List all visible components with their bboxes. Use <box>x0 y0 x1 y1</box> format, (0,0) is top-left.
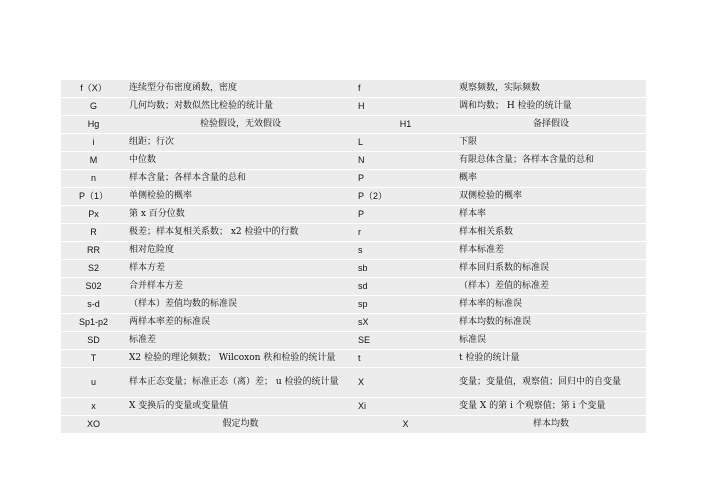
symbol-cell: f（X） <box>61 80 126 97</box>
symbol-cell: sb <box>355 260 456 277</box>
symbol-cell: P <box>355 170 456 187</box>
description-cell: 概率 <box>456 170 646 187</box>
table-row <box>61 116 646 133</box>
description-cell: X 变换后的变量或变量值 <box>126 398 355 415</box>
symbol-cell: X <box>355 416 456 433</box>
description-cell: 样本方差 <box>126 260 355 277</box>
description-cell: 第 x 百分位数 <box>126 206 355 223</box>
symbol-cell: N <box>355 152 456 169</box>
table-row <box>61 278 646 295</box>
symbol-cell: s-d <box>61 296 126 313</box>
description-cell: 样本率 <box>456 206 646 223</box>
symbol-cell: G <box>61 98 126 115</box>
table-row <box>61 170 646 187</box>
description-cell: 观察频数，实际频数 <box>456 80 646 97</box>
description-cell: 两样本率差的标准误 <box>126 314 355 331</box>
table-row <box>61 188 646 205</box>
symbol-cell: sp <box>355 296 456 313</box>
table-row <box>61 224 646 241</box>
symbol-cell: H <box>355 98 456 115</box>
symbol-cell: t <box>355 350 456 367</box>
description-cell: 样本均数 <box>456 416 646 433</box>
description-cell: 变量 X 的第 i 个观察值；第 i 个变量 <box>456 398 646 415</box>
description-cell: 组距；行次 <box>126 134 355 151</box>
description-cell: 有限总体含量；各样本含量的总和 <box>456 152 646 169</box>
description-cell: 极差；样本复相关系数； x2 检验中的行数 <box>126 224 355 241</box>
table-row <box>61 80 646 97</box>
description-cell: t 检验的统计量 <box>456 350 646 367</box>
table-row <box>61 134 646 151</box>
description-cell: 备择假设 <box>456 116 646 133</box>
description-cell: 样本标准差 <box>456 242 646 259</box>
description-cell: 单侧检验的概率 <box>126 188 355 205</box>
table-row <box>61 206 646 223</box>
description-cell: 中位数 <box>126 152 355 169</box>
table-row <box>61 152 646 169</box>
symbol-cell: sd <box>355 278 456 295</box>
description-cell: 样本相关系数 <box>456 224 646 241</box>
symbol-cell: L <box>355 134 456 151</box>
symbol-cell: S02 <box>61 278 126 295</box>
description-cell: 合并样本方差 <box>126 278 355 295</box>
symbol-cell: XO <box>61 416 126 433</box>
symbol-cell: P（1） <box>61 188 126 205</box>
symbol-cell: Hg <box>61 116 126 133</box>
description-cell: 样本率的标准误 <box>456 296 646 313</box>
table-row <box>61 332 646 349</box>
symbol-cell: u <box>61 368 126 397</box>
symbol-cell: Px <box>61 206 126 223</box>
description-cell: （样本）差值的标准差 <box>456 278 646 295</box>
symbol-cell: RR <box>61 242 126 259</box>
symbol-cell: P（2） <box>355 188 456 205</box>
description-cell: （样本）差值均数的标准误 <box>126 296 355 313</box>
description-cell: 变量；变量值，观察值；回归中的自变量 <box>456 368 646 397</box>
symbol-table-body <box>61 80 646 433</box>
table-row <box>61 350 646 367</box>
description-cell: 几何均数；对数似然比检验的统计量 <box>126 98 355 115</box>
description-cell: 样本均数的标准误 <box>456 314 646 331</box>
table-row <box>61 398 646 415</box>
description-cell: 下限 <box>456 134 646 151</box>
symbol-cell: R <box>61 224 126 241</box>
description-cell: 标准误 <box>456 332 646 349</box>
description-cell: 双侧检验的概率 <box>456 188 646 205</box>
symbol-cell: P <box>355 206 456 223</box>
symbol-cell: SE <box>355 332 456 349</box>
description-cell: 假定均数 <box>126 416 355 433</box>
table-row <box>61 296 646 313</box>
symbol-cell: S2 <box>61 260 126 277</box>
table-row <box>61 314 646 331</box>
symbol-cell: r <box>355 224 456 241</box>
table-row <box>61 260 646 277</box>
description-cell: 调和均数； H 检验的统计量 <box>456 98 646 115</box>
symbol-table <box>61 79 646 434</box>
description-cell: 样本含量；各样本含量的总和 <box>126 170 355 187</box>
symbol-cell: i <box>61 134 126 151</box>
symbol-cell: T <box>61 350 126 367</box>
description-cell: 样本正态变量；标准正态（离）差； u 检验的统计量 <box>126 368 355 397</box>
table-row <box>61 242 646 259</box>
description-cell: 检验假设，无效假设 <box>126 116 355 133</box>
symbol-cell: H1 <box>355 116 456 133</box>
symbol-cell: Sp1-p2 <box>61 314 126 331</box>
symbol-cell: SD <box>61 332 126 349</box>
description-cell: 连续型分布密度函数，密度 <box>126 80 355 97</box>
description-cell: 相对危险度 <box>126 242 355 259</box>
symbol-cell: x <box>61 398 126 415</box>
table-row <box>61 416 646 433</box>
description-cell: 标准差 <box>126 332 355 349</box>
description-cell: X2 检验的理论频数； Wilcoxon 秩和检验的统计量 <box>126 350 355 367</box>
symbol-cell: X <box>355 368 456 397</box>
table-row <box>61 98 646 115</box>
table-row <box>61 368 646 397</box>
description-cell: 样本回归系数的标准误 <box>456 260 646 277</box>
symbol-cell: n <box>61 170 126 187</box>
symbol-cell: s <box>355 242 456 259</box>
symbol-cell: M <box>61 152 126 169</box>
symbol-cell: sX <box>355 314 456 331</box>
symbol-cell: Xi <box>355 398 456 415</box>
symbol-cell: f <box>355 80 456 97</box>
